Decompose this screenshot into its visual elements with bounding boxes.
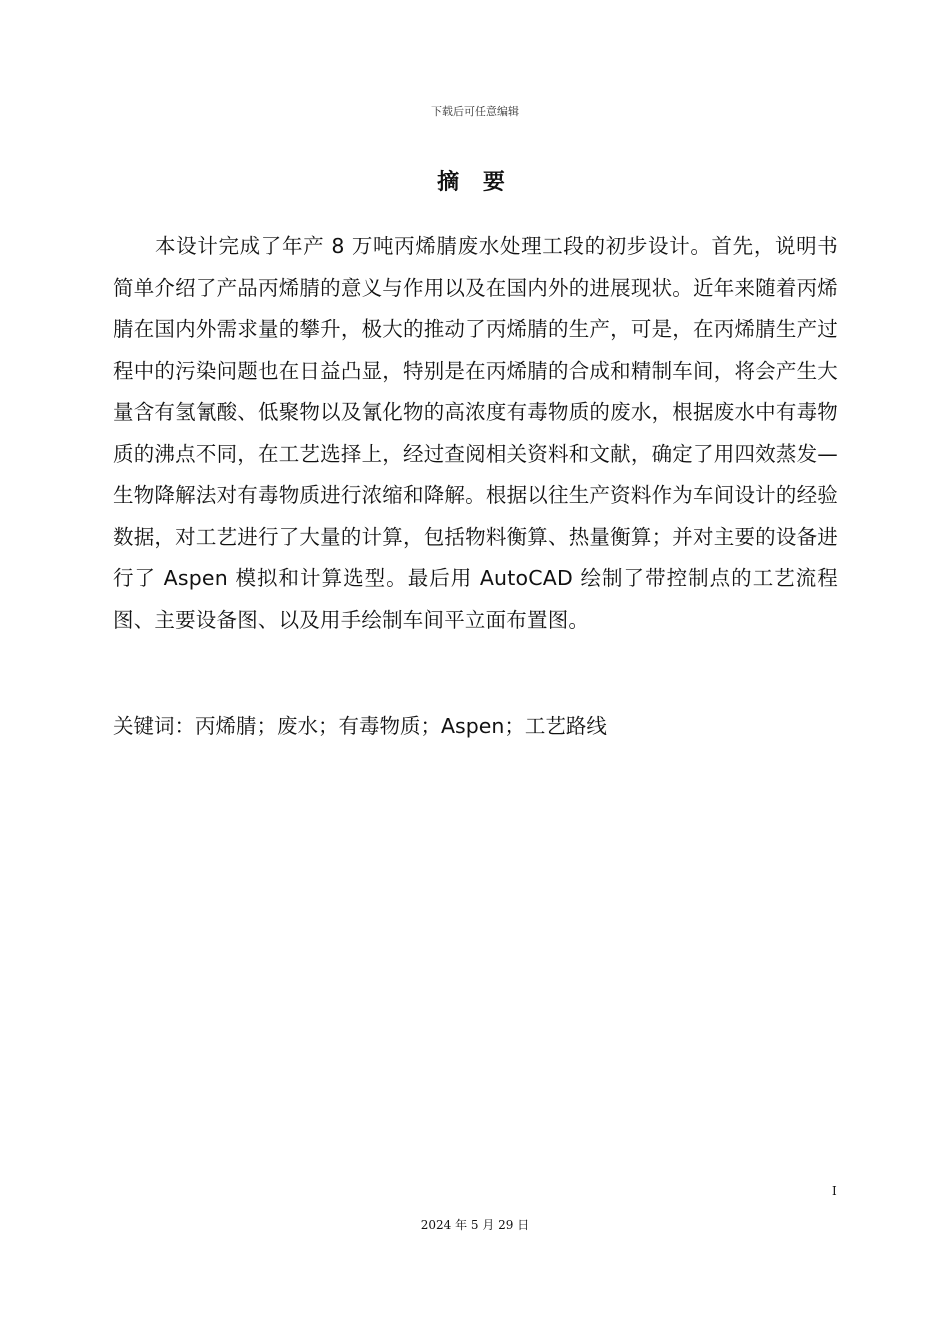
header-note: 下载后可任意编辑 bbox=[431, 105, 519, 118]
page-title: 摘 要 bbox=[437, 170, 513, 195]
abstract-paragraph: 本设计完成了年产 8 万吨丙烯腈废水处理工段的初步设计。首先，说明书简单介绍了产品丙烯腈的意义与作用以及在国内外的进展现状。近年来随着丙烯腈在国内外需求量的攀升，极大的推动了丙烯腈的生产，可是，在丙烯腈生产过程中的污染问题也在日益凸显，特别是在丙烯腈的合成和精制车间，将会产生大量含有氢氰酸、低聚物以及氰化物的高浓度有毒物质的废水，根据废水中有毒物质的沸点不同，在工艺选择上，经过查阅相关资料和文献，确定了用四效蒸发—生物降解法对有毒物质进行浓缩和降解。根据以往生产资料作为车间设计的经验数据，对工艺进行了大量的计算，包括物料衡算、热量衡算；并对主要的设备进行了 Aspen 模拟和计算选型。最后用 AutoCAD 绘制了带控制点的工艺流程图、主要设备图、以及用手绘制车间平立面布置图。 bbox=[113, 234, 838, 632]
page-number: I bbox=[832, 1184, 837, 1198]
keywords-line: 关键词：丙烯腈；废水；有毒物质；Aspen；工艺路线 bbox=[113, 714, 607, 738]
footer-date: 2024 年 5 月 29 日 bbox=[420, 1218, 530, 1232]
